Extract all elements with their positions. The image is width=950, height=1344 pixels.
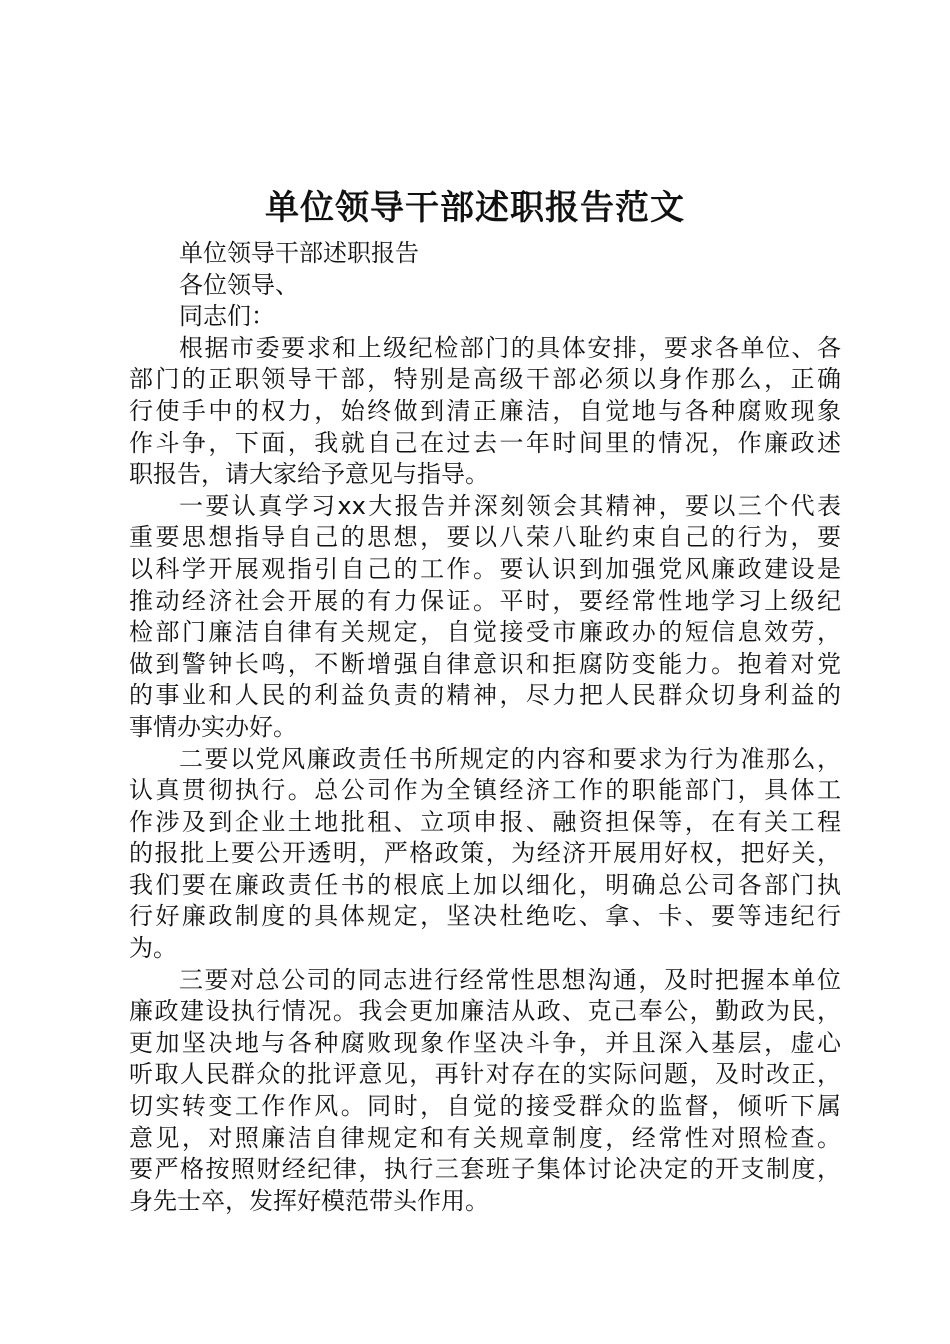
salutation-line: 同志们： [179,302,275,331]
paragraph-1-line: 职报告，请大家给予意见与指导。 [129,460,489,489]
paragraph-4-line: 廉政建设执行情况。我会更加廉洁从政、克己奉公，勤政为民， [129,997,841,1026]
paragraph-3-line: 作涉及到企业土地批租、立项申报、融资担保等，在有关工程 [129,807,841,836]
document-body [129,238,841,1217]
paragraph-4-line: 意见，对照廉洁自律规定和有关规章制度，经常性对照检查。 [129,1123,841,1152]
paragraph-3-line: 认真贯彻执行。总公司作为全镇经济工作的职能部门，具体工 [129,776,841,805]
paragraph-2-line: 事情办实办好。 [129,712,297,741]
salutation-line: 各位领导、 [179,270,299,299]
paragraph-1-line: 行使手中的权力，始终做到清正廉洁，自觉地与各种腐败现象 [129,396,841,425]
paragraph-1-line: 作斗争，下面，我就自己在过去一年时间里的情况，作廉政述 [129,428,841,457]
paragraph-4-line: 身先士卒，发挥好模范带头作用。 [129,1186,489,1215]
paragraph-2-line: 一要认真学习xx大报告并深刻领会其精神，要以三个代表 [179,491,841,520]
subtitle-line: 单位领导干部述职报告 [179,239,419,267]
paragraph-4-line: 听取人民群众的批评意见，再针对存在的实际问题，及时改正， [129,1060,841,1089]
paragraph-2-line: 以科学开展观指引自己的工作。要认识到加强党风廉政建设是 [129,554,841,583]
paragraph-4-line: 切实转变工作作风。同时，自觉的接受群众的监督，倾听下属 [129,1092,841,1121]
paragraph-2-line: 推动经济社会开展的有力保证。平时，要经常性地学习上级纪 [129,586,841,615]
paragraph-3-line: 为。 [129,934,177,963]
paragraph-4-line: 要严格按照财经纪律，执行三套班子集体讨论决定的开支制度， [129,1155,841,1184]
paragraph-3-line: 我们要在廉政责任书的根底上加以细化，明确总公司各部门执 [129,870,841,899]
paragraph-4-line: 更加坚决地与各种腐败现象作坚决斗争，并且深入基层，虚心 [129,1028,841,1057]
paragraph-2-line: 检部门廉洁自律有关规定，自觉接受市廉政办的短信息效劳， [129,618,841,647]
paragraph-4-line: 三要对总公司的同志进行经常性思想沟通，及时把握本单位 [179,965,841,994]
paragraph-2-line: 做到警钟长鸣，不断增强自律意识和拒腐防变能力。抱着对党 [129,649,841,678]
paragraph-2-line: 的事业和人民的利益负责的精神，尽力把人民群众切身利益的 [129,681,841,710]
document-title: 单位领导干部述职报告范文 [265,188,685,228]
paragraph-3-line: 行好廉政制度的具体规定，坚决杜绝吃、拿、卡、要等违纪行 [129,902,841,931]
paragraph-1-line: 根据市委要求和上级纪检部门的具体安排，要求各单位、各 [179,333,841,362]
paragraph-2-line: 重要思想指导自己的思想，要以八荣八耻约束自己的行为，要 [129,523,841,552]
paragraph-1-line: 部门的正职领导干部，特别是高级干部必须以身作那么，正确 [129,365,841,394]
paragraph-3-line: 的报批上要公开透明，严格政策，为经济开展用好权，把好关， [129,839,841,868]
paragraph-3-line: 二要以党风廉政责任书所规定的内容和要求为行为准那么， [179,744,841,773]
